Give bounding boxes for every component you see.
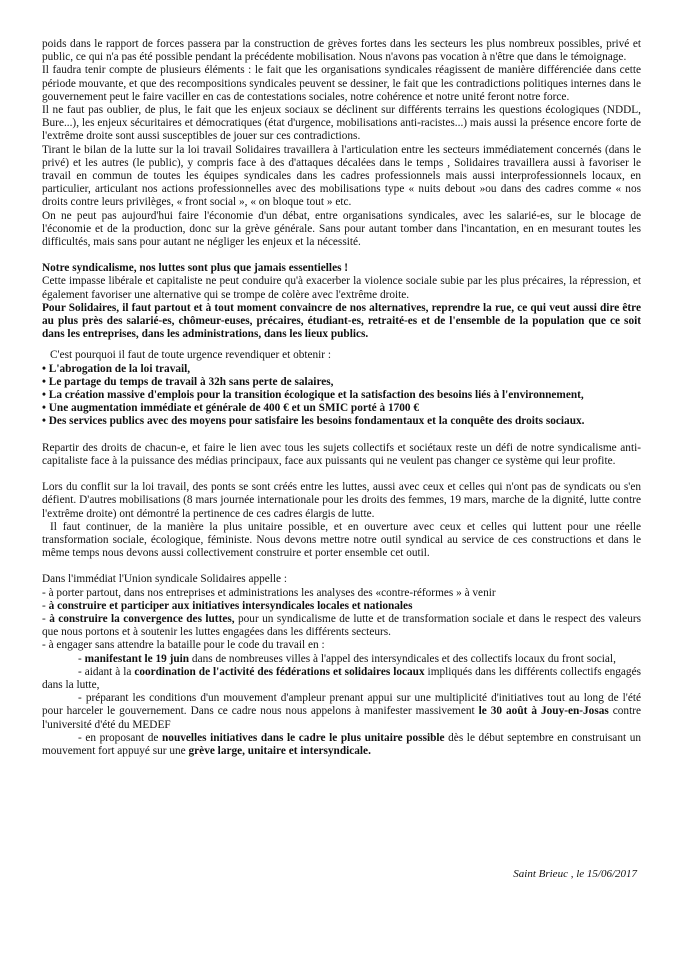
paragraph: Il ne faut pas oublier, de plus, le fait que les enjeux sociaux se déclinent sur différents terrains les questions écologiques (NDDL, Bure...), les enjeux sécuritaires et démocratiques (état d'urgence, mobilisations anti-racistes...) mais aussi la présence encore forte de l'extrême droite sont aussi susceptibles de jouer sur ces contradictions. [42, 104, 641, 143]
demand-item: • Des services publics avec des moyens pour satisfaire les besoins fondamentaux et la conquête des droits sociaux. [42, 415, 585, 428]
paragraph: Tirant le bilan de la lutte sur la loi travail Solidaires travaillera à l'articulation entre les secteurs immédiatement concernés (dans le privé) et les autres (le public), y compris face à des d'attaques décalées dans le temps , Solidaires travaillera aussi à favoriser le travail en commun de toutes les équipes syndicales dans les cadres professionnels mais aussi interprofessionnels locaux, en particulier, articulant nos actions professionnelles avec des mobilisations type « nuits debout »ou dans des cadres comme « nos droits contre leurs privilèges, « front social », « on bloque tout » etc. [42, 143, 641, 209]
call-item: - à engager sans attendre la bataille pour le code du travail en : [42, 639, 325, 652]
paragraph: Lors du conflit sur la loi travail, des ponts se sont créés entre les luttes, aussi avec ceux et celles qui n'ont pas de syndicats ou s'en défient. D'autres mobilisations (8 mars journée internationale pour les droits des femmes, 19 mars, marche de la dignité, lutte contre l'extrême droite) ont démontré la pertinence de ces cadres élargis de lutte. [42, 481, 641, 520]
call-subitem: - en proposant de nouvelles initiatives dans le cadre le plus unitaire possible dès le début septembre en construisant un mouvement fort appuyé sur une grève large, unitaire et intersyndicale. [42, 731, 641, 757]
paragraph: Il faut continuer, de la manière la plus unitaire possible, et en ouverture avec ceux et celles qui luttent pour une réelle transformation sociale, écologique, féministe. Nous devons mettre notre outil syndical au service de ces constructions et dans le même temps nous devons aussi collectivement construire et porter ensemble cet outil. [42, 520, 641, 560]
call-subitem: - préparant les conditions d'un mouvement d'ampleur prenant appui sur une multiplicité d'initiatives tout au long de l'été pour harceler le gouvernement. Dans ce cadre nous nous appelons à manifester massivement le 30 août à Jouy-en-Josas contre l'université d'été du MEDEF [42, 692, 641, 731]
call-item: - à porter partout, dans nos entreprises et administrations les analyses des «contre-réformes » à venir [42, 586, 496, 599]
paragraph: On ne peut pas aujourd'hui faire l'économie d'un débat, entre organisations syndicales, avec les salarié-es, sur le blocage de l'économie et de la production, donc sur la grève générale. Sans pour autant tomber dans l'incantation, en en mesurant toutes les difficultés, mais sans pour autant ne négliger les enjeux et la nécessité. [42, 209, 641, 249]
demands-intro: C'est pourquoi il faut de toute urgence revendiquer et obtenir : [50, 349, 332, 362]
call-item: - à construire la convergence des luttes, pour un syndicalisme de lutte et de transformation sociale et dans le respect des valeurs que nous portons et à soutenir les luttes engagées dans les différents secteurs. [42, 612, 641, 639]
call-item: - à construire et participer aux initiatives intersyndicales locales et nationales [42, 599, 413, 612]
signature-date: Saint Brieuc , le 15/06/2017 [513, 868, 637, 880]
paragraph-bold: Pour Solidaires, il faut partout et à tout moment convaincre de nos alternatives, reprendre la rue, ce qui veut aussi dire être au plus près des salarié-es, chômeur-euses, précaires, étudiant-es, retraité-es et de l'ensemble de la population que ce soit dans les entreprises, dans les administrations, dans les lieux publics. [42, 301, 641, 341]
demand-item: • Une augmentation immédiate et générale de 400 € et un SMIC porté à 1700 € [42, 402, 420, 415]
paragraph: Il faudra tenir compte de plusieurs éléments : le fait que les organisations syndicales réagissent de manière différenciée dans cette période mouvante, et que des recompositions syndicales peuvent se dessiner, le fait que les contradictions politiques internes dans le gouvernement peut le faire vaciller en cas de contestations sociales, notre cohérence et notre unité feront notre force. [42, 64, 641, 103]
demand-item: • Le partage du temps de travail à 32h sans perte de salaires, [42, 375, 334, 388]
paragraph: Cette impasse libérale et capitaliste ne peut conduire qu'à exacerber la violence sociale subie par les plus précaires, la répression, et également favoriser une alternative qui se trompe de colère avec l'extrême droite. [42, 275, 641, 301]
paragraph: poids dans le rapport de forces passera par la construction de grèves fortes dans les secteurs les plus nombreux possibles, privé et public, ce qui n'a pas été possible pendant la précédente mobilisation. Nous n'avons pas vocation à n'être que dans le témoignage. [42, 38, 641, 64]
call-subitem: - aidant à la coordination de l'activité des fédérations et solidaires locaux impliqués dans les différents collectifs engagés dans la lutte, [42, 665, 641, 691]
paragraph: Repartir des droits de chacun-e, et faire le lien avec tous les sujets collectifs et sociétaux reste un défi de notre syndicalisme anti-capitaliste face à la puissance des médias principaux, face aux puissants qui ne veulent pas changer ce système qui leur profite. [42, 441, 641, 467]
demand-item: • La création massive d'emplois pour la transition écologique et la satisfaction des besoins liés à l'environnement, [42, 389, 584, 402]
section-heading: Notre syndicalisme, nos luttes sont plus que jamais essentielles ! [42, 262, 349, 275]
document-body [42, 38, 641, 758]
call-subitem: - manifestant le 19 juin dans de nombreuses villes à l'appel des intersyndicales et des collectifs locaux du front social, [78, 652, 616, 665]
call-intro: Dans l'immédiat l'Union syndicale Solidaires appelle : [42, 573, 288, 586]
demand-item: • L'abrogation de la loi travail, [42, 362, 191, 375]
